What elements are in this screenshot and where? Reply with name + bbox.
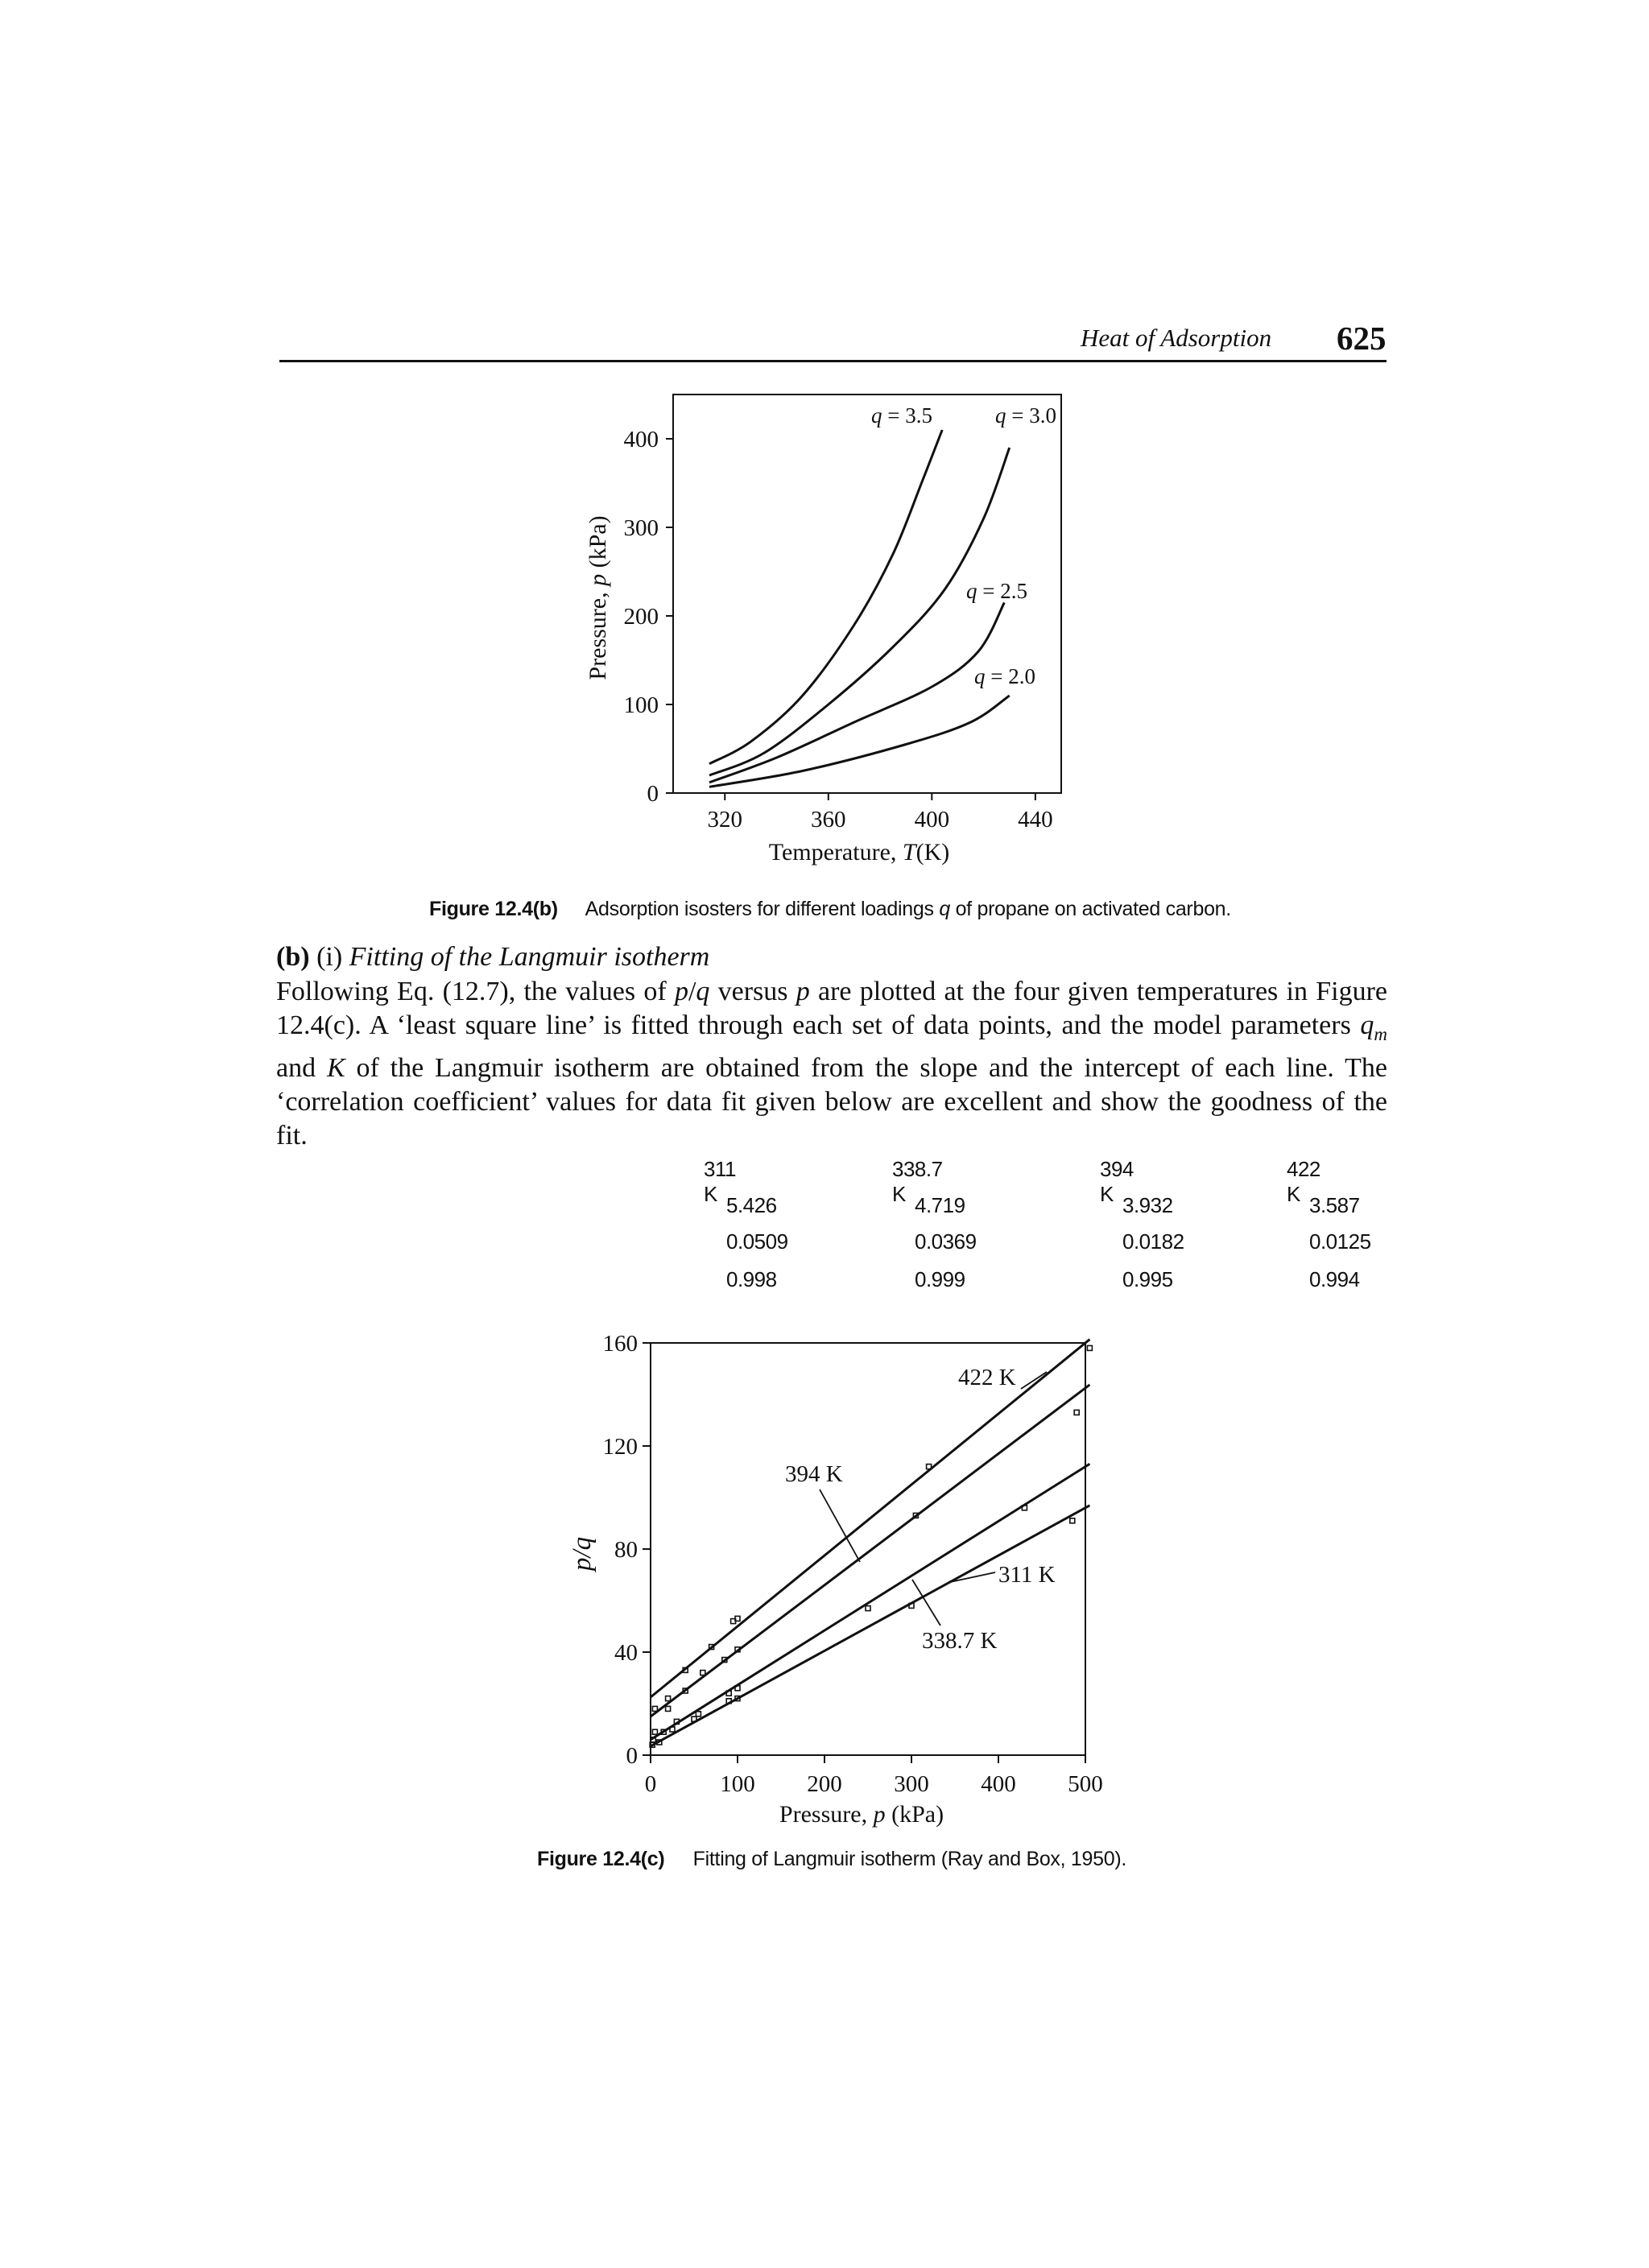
figure-b-caption-text-post: of propane on activated carbon. (949, 898, 1231, 920)
y-tick-label: 400 (623, 427, 659, 452)
curve-annotation: q = 3.0 (995, 403, 1056, 428)
table-cell: 0.0125 (1309, 1229, 1371, 1254)
fit-line (651, 1506, 1089, 1746)
series-annotation: 394 K (785, 1461, 843, 1487)
y-axis-label: Pressure, p (kPa) (585, 515, 611, 680)
section-heading-sub: (i) (316, 942, 343, 972)
body-paragraph: Following Eq. (12.7), the values of p/q versus p are plotted at the four given temperatures in Figure 12.4(c). A ‘least square line’ is fitted through each set of data points, and the model parameters $q_m$ and K of the Langmuir isotherm are obtained from the slope and the intercept of each line. The ‘correlation coefficient’ values for data fit given below are excellent and show the goodness of the fit. (276, 977, 1388, 1151)
table-cell: 422 K (1287, 1157, 1320, 1206)
figure-b-caption-symbol: q (939, 898, 950, 920)
data-point (1087, 1345, 1092, 1350)
plot-frame (651, 1343, 1085, 1755)
x-tick-label: 400 (981, 1771, 1016, 1797)
x-axis-label: Pressure, p (kPa) (779, 1801, 944, 1828)
y-tick-label: 80 (614, 1537, 638, 1563)
table-cell: 0.0182 (1122, 1229, 1184, 1254)
y-tick-label: 100 (623, 692, 659, 718)
section-heading-number: (b) (276, 942, 310, 972)
table-cell: 0.999 (915, 1267, 965, 1291)
y-axis-label: p/q (568, 1536, 597, 1572)
series-annotation: 311 K (998, 1562, 1056, 1588)
table-cell: 394 K (1100, 1157, 1134, 1206)
table-cell: 0.0509 (726, 1229, 788, 1254)
fit-line (651, 1385, 1089, 1716)
curve-annotation: q = 2.5 (966, 579, 1027, 603)
x-tick-label: 440 (1018, 807, 1053, 832)
series-annotation: 338.7 K (922, 1628, 998, 1654)
y-tick-label: 0 (647, 781, 659, 807)
y-tick-label: 0 (626, 1743, 638, 1769)
data-point (666, 1706, 671, 1711)
x-tick-label: 500 (1068, 1771, 1103, 1797)
fit-line (651, 1340, 1089, 1697)
table-cell: 0.994 (1309, 1267, 1360, 1291)
x-tick-label: 0 (644, 1771, 657, 1797)
section-heading-title: Fitting of the Langmuir isotherm (349, 942, 710, 972)
series-annotation: 422 K (958, 1365, 1016, 1390)
y-tick-label: 300 (623, 515, 659, 541)
curve-annotation: q = 2.0 (974, 664, 1035, 688)
figure-c-caption-label: Figure 12.4(c) (537, 1848, 665, 1870)
data-point (1074, 1410, 1079, 1415)
table-cell: 0.995 (1122, 1267, 1173, 1291)
table-cell: 338.7 K (892, 1157, 943, 1206)
x-tick-label: 300 (894, 1771, 929, 1797)
table-cell: 0.998 (726, 1267, 777, 1291)
data-point (696, 1712, 701, 1716)
x-tick-label: 360 (811, 807, 846, 832)
table-cell: 5.426 (726, 1193, 777, 1217)
annotation-leader (820, 1489, 860, 1562)
x-tick-label: 400 (914, 807, 950, 832)
figure-c-caption-text: Fitting of Langmuir isotherm (Ray and Box, 1950). (692, 1848, 1127, 1870)
table-cell: 3.587 (1309, 1193, 1360, 1217)
data-point (666, 1696, 671, 1701)
table-cell: 311 K (704, 1157, 736, 1206)
data-point (1070, 1518, 1075, 1523)
table-cell: 0.0369 (915, 1229, 977, 1254)
figure-c-caption (537, 1848, 1126, 1871)
x-tick-label: 100 (720, 1771, 755, 1797)
figure-b-caption-text-pre: Adsorption isosters for different loadings (585, 898, 940, 920)
figure-b-caption-label: Figure 12.4(b) (429, 898, 558, 920)
table-cell: 4.719 (915, 1193, 965, 1217)
y-tick-label: 200 (623, 604, 659, 630)
y-tick-label: 160 (602, 1331, 638, 1357)
data-point (866, 1606, 870, 1611)
y-tick-label: 120 (602, 1434, 638, 1460)
annotation-leader (912, 1580, 940, 1626)
x-tick-label: 200 (807, 1771, 842, 1797)
x-tick-label: 320 (707, 807, 743, 832)
data-point (652, 1729, 657, 1734)
table-cell: 3.932 (1122, 1193, 1173, 1217)
curve-annotation: q = 3.5 (871, 403, 932, 428)
page-number: 625 (1337, 320, 1387, 357)
running-header-title: Heat of Adsorption (1081, 324, 1272, 352)
x-axis-label: Temperature, T(K) (768, 839, 950, 865)
y-tick-label: 40 (614, 1640, 638, 1666)
